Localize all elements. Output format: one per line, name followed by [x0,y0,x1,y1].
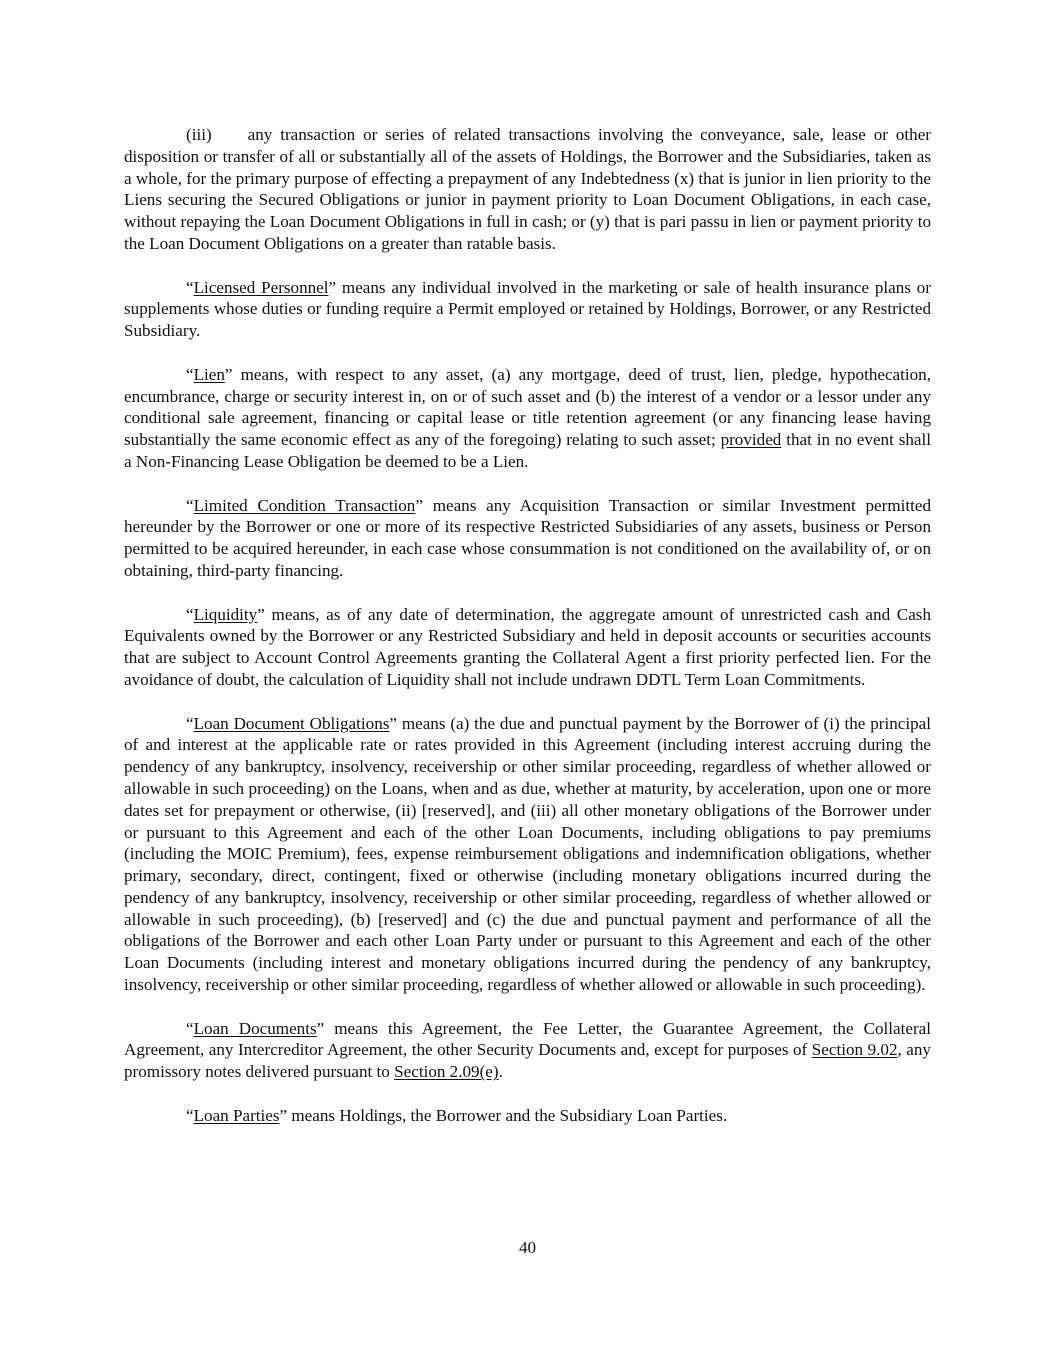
definition-text: means, with respect to any asset, (a) any mortgage, deed of trust, lien, pledge, hypothecation, encumbrance, charge or security interest in, on or of such asset and (b) the interest of a vendor or a lessor under any conditional sale agreement, financing or capital lease or title retention agreement (or any financing lease having substantially the same economic effect as any of the foregoing) relating to such asset; [124,364,931,450]
definition-text: means, as of any date of determination, the aggregate amount of unrestricted cash and Cash Equivalents owned by the Borrower or any Restricted Subsidiary and held in deposit accounts or securities accounts that are subject to Account Control Agreements granting the Collateral Agent a first priority perfected lien. For the avoidance of doubt, the calculation of Liquidity shall not include undrawn DDTL Term Loan Commitments. [124,604,931,689]
definition-text: means (a) the due and punctual payment by the Borrower of (i) the principal of and interest at the applicable rate or rates provided in this Agreement (including interest accruing during the pendency of any bankruptcy, insolvency, receivership or other similar proceeding, regardless of whether allowed or allowable in such proceeding) on the Loans, when and as due, whether at maturity, by acceleration, upon one or more dates set for prepayment or otherwise, (ii) [reserved], and (iii) all other monetary obligations of the Borrower under or pursuant to this Agreement and each of the other Loan Documents, including obligations to pay premiums (including the MOIC Premium), fees, expense reimbursement obligations and indemnification obligations, whether primary, secondary, direct, contingent, fixed or otherwise (including monetary obligations incurred during the pendency of any bankruptcy, insolvency, receivership or other similar proceeding, regardless of whether allowed or allowable in such proceeding), (b) [reserved] and (c) the due and punctual payment and performance of all the obligations of the Borrower and each other Loan Party under or pursuant to this Agreement and each of the other Loan Documents (including interest and monetary obligations incurred during the pendency of any bankruptcy, insolvency, receivership or other similar proceeding, regardless of whether allowed or allowable in such proceeding). [124,713,931,995]
document-page [124,124,931,1127]
defined-term: Lien [193,364,225,384]
definition-text: means any individual involved in the marketing or sale of health insurance plans or supplements whose duties or funding require a Permit employed or retained by Holdings, Borrower, or any Restricted Subsidiary. [124,277,931,341]
clause-marker: (iii) [186,125,212,144]
definition-text: . [498,1062,503,1082]
definition-text: means any Acquisition Transaction or similar Investment permitted hereunder by the Borrower or one or more of its respective Restricted Subsidiaries of any assets, business or Person permitted to be acquired hereunder, in each case whose consummation is not conditioned on the availability of, or on obtaining, third-party financing. [124,495,932,580]
definition-loan-documents: “Loan Documents” means this Agreement, the Fee Letter, the Guarantee Agreement, the Collateral Agreement, any Intercreditor Agreement, the other Security Documents and, except for purposes of Section 9.02, any promissory notes delivered pursuant to Section 2.09(e). [124,1018,931,1082]
definition-loan-document-obligations: “Loan Document Obligations” means (a) the due and punctual payment by the Borrower of (i) the principal of and interest at the applicable rate or rates provided in this Agreement (including interest accruing during the pendency of any bankruptcy, insolvency, receivership or other similar proceeding, regardless of whether allowed or allowable in such proceeding) on the Loans, when and as due, whether at maturity, by acceleration, upon one or more dates set for prepayment or otherwise, (ii) [reserved], and (iii) all other monetary obligations of the Borrower under or pursuant to this Agreement and each of the other Loan Documents, including obligations to pay premiums (including the MOIC Premium), fees, expense reimbursement obligations and indemnification obligations, whether primary, secondary, direct, contingent, fixed or otherwise (including monetary obligations incurred during the pendency of any bankruptcy, insolvency, receivership or other similar proceeding, regardless of whether allowed or allowable in such proceeding), (b) [reserved] and (c) the due and punctual payment and performance of all the obligations of the Borrower and each other Loan Party under or pursuant to this Agreement and each of the other Loan Documents (including interest and monetary obligations incurred during the pendency of any bankruptcy, insolvency, receivership or other similar proceeding, regardless of whether allowed or allowable in such proceeding). [124,713,931,995]
defined-term: Loan Parties [193,1105,280,1125]
page-number: 40 [518,1238,537,1257]
definition-text: , any promissory notes delivered pursuant to [124,1040,931,1082]
proviso-term: provided [720,430,782,450]
definition-limited-condition-transaction: “Limited Condition Transaction” means any Acquisition Transaction or similar Investment permitted hereunder by the Borrower or one or more of its respective Restricted Subsidiaries of any assets, business or Person permitted to be acquired hereunder, in each case whose consummation is not conditioned on the availability of, or on obtaining, third-party financing. [124,495,932,580]
clause-iii-paragraph [124,124,931,255]
defined-term: Loan Documents [193,1018,317,1038]
section-reference: Section 9.02 [811,1040,898,1060]
section-reference: Section 2.09(e) [394,1062,499,1082]
definition-lien: “Lien” means, with respect to any asset, (a) any mortgage, deed of trust, lien, pledge, hypothecation, encumbrance, charge or security interest in, on or of such asset and (b) the interest of a vendor or a lessor under any conditional sale agreement, financing or capital lease or title retention agreement (or any financing lease having substantially the same economic effect as any of the foregoing) relating to such asset; provided that in no event shall a Non-Financing Lease Obligation be deemed to be a Lien. [124,364,931,471]
defined-term: Liquidity [193,604,258,624]
defined-term: Loan Document Obligations [193,713,390,733]
definition-text: means Holdings, the Borrower and the Subsidiary Loan Parties. [287,1105,728,1125]
definition-text: means this Agreement, the Fee Letter, the Guarantee Agreement, the Collateral Agreement, any Intercreditor Agreement, the other Security Documents and, except for purposes of [124,1018,931,1060]
definition-loan-parties: “Loan Parties” means Holdings, the Borrower and the Subsidiary Loan Parties. [186,1105,728,1125]
definition-licensed-personnel: “Licensed Personnel” means any individual involved in the marketing or sale of health insurance plans or supplements whose duties or funding require a Permit employed or retained by Holdings, Borrower, or any Restricted Subsidiary. [124,277,931,341]
definition-text: that in no event shall a Non-Financing Lease Obligation be deemed to be a Lien. [124,430,931,471]
defined-term: Licensed Personnel [193,277,329,297]
defined-term: Limited Condition Transaction [193,495,416,515]
clause-text: any transaction or series of related transactions involving the conveyance, sale, lease or other disposition or transfer of all or substantially all of the assets of Holdings, the Borrower and the Subsidiaries, taken as a whole, for the primary purpose of effecting a prepayment of any Indebtedness (x) that is junior in lien priority to the Liens securing the Secured Obligations or junior in payment priority to Loan Document Obligations, in each case, without repaying the Loan Document Obligations in full in cash; or (y) that is pari passu in lien or payment priority to the Loan Document Obligations on a greater than ratable basis. [124,125,931,253]
definition-liquidity: “Liquidity” means, as of any date of determination, the aggregate amount of unrestricted cash and Cash Equivalents owned by the Borrower or any Restricted Subsidiary and held in deposit accounts or securities accounts that are subject to Account Control Agreements granting the Collateral Agent a first priority perfected lien. For the avoidance of doubt, the calculation of Liquidity shall not include undrawn DDTL Term Loan Commitments. [124,604,931,689]
